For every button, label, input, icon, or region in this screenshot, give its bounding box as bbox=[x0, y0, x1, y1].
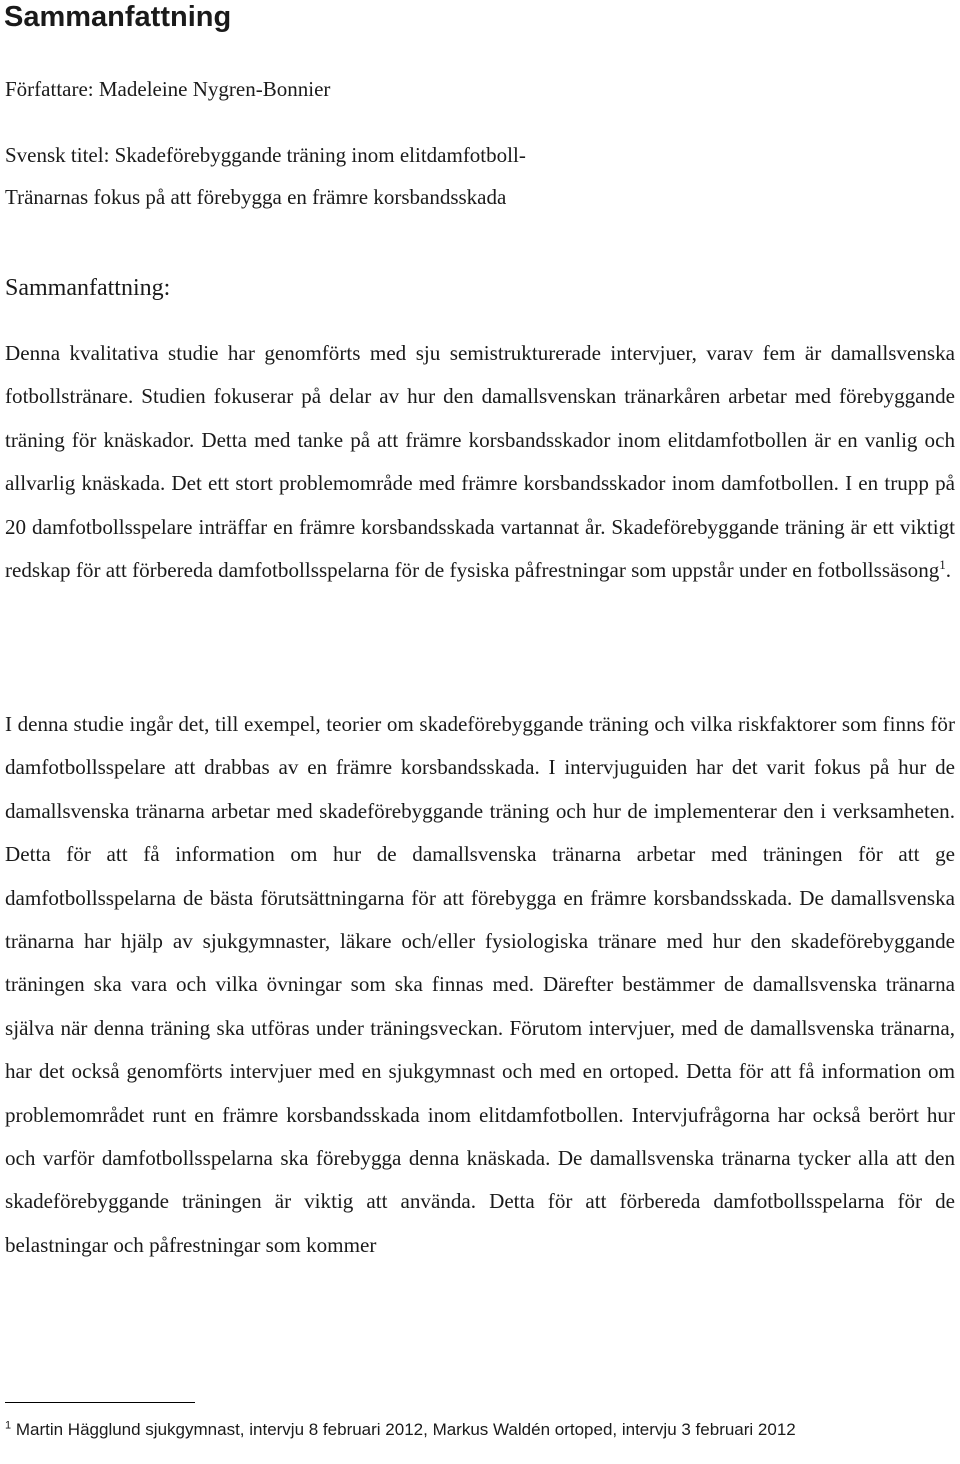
summary-paragraph-1 bbox=[5, 332, 955, 592]
summary-subheading: Sammanfattning: bbox=[5, 275, 171, 301]
paragraph-1-end: . bbox=[945, 558, 952, 583]
author-line: Författare: Madeleine Nygren-Bonnier bbox=[5, 77, 331, 101]
footnote-text: Martin Hägglund sjukgymnast, intervju 8 februari 2012, Markus Waldén ortoped, intervju 3 februari 2012 bbox=[11, 1420, 796, 1439]
page-heading: Sammanfattning bbox=[4, 1, 232, 33]
footnote bbox=[5, 1418, 955, 1442]
footnote-divider bbox=[5, 1402, 195, 1403]
paragraph-1-text: Denna kvalitativa studie har genomförts med sju semistrukturerade intervjuer, varav fem är damallsvenska fotbollstränare. Studien fokuserar på delar av hur den damallsvenskan tränarkåren arbetar med förebyggande träning för knäskador. Detta med tanke på att främre korsbandsskador inom elitdamfotbollen är en vanlig och allvarlig knäskada. Det ett stort problemområde med främre korsbandsskador inom damfotbollen. I en trupp på 20 damfotbollsspelare inträffar en främre korsbandsskada vartannat år. Skadeförebyggande träning är ett viktigt redskap för att förbereda damfotbollsspelarna för de fysiska påfrestningar som uppstår under en fotbollssäsong bbox=[5, 341, 955, 583]
title-line-2: Tränarnas fokus på att förebygga en främre korsbandsskada bbox=[5, 185, 507, 209]
footnote-reference: 1 bbox=[939, 557, 946, 572]
title-line-1: Svensk titel: Skadeförebyggande träning inom elitdamfotboll- bbox=[5, 143, 526, 167]
summary-paragraph-2: I denna studie ingår det, till exempel, teorier om skadeförebyggande träning och vilka riskfaktorer som finns för damfotbollsspelare att drabbas av en främre korsbandsskada. I intervjuguiden har det varit fokus på hur de damallsvenska tränarna arbetar med skadeförebyggande träning och hur de implementerar den i verksamheten. Detta för att få information om hur de damallsvenska tränarna arbetar med träningen för att ge damfotbollsspelarna de bästa förutsättningarna för att förebygga en främre korsbandsskada. De damallsvenska tränarna har hjälp av sjukgymnaster, läkare och/eller fysiologiska tränare med hur den skadeförebyggande träningen ska vara och vilka övningar som ska finnas med. Därefter bestämmer de damallsvenska tränarna själva när denna träning ska utföras under träningsveckan. Förutom intervjuer, med de damallsvenska tränarna, har det också genomförts intervjuer med en sjukgymnast och med en ortoped. Detta för att få information om problemområdet runt en främre korsbandsskada inom elitdamfotbollen. Intervjufrågorna har också berört hur och varför damfotbollsspelarna ska förebygga denna knäskada. De damallsvenska tränarna tycker alla att den skadeförebyggande träningen är viktig att använda. Detta för att förbereda damfotbollsspelarna för de belastningar och påfrestningar som kommer bbox=[5, 712, 955, 1257]
footnote-marker: 1 bbox=[5, 1419, 12, 1432]
